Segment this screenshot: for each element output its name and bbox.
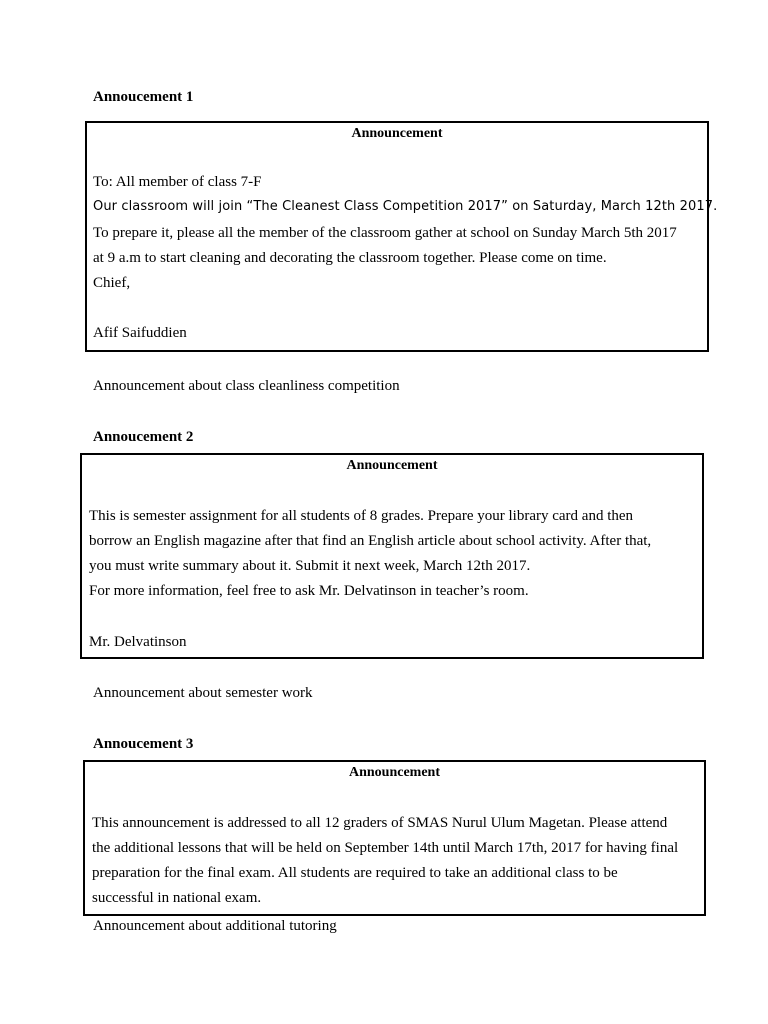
announcement-1-box bbox=[85, 121, 718, 352]
announcement-3-title: Announcement bbox=[348, 765, 440, 780]
announcement-3-line: the additional lessons that will be held on September 14th until March 17th, 2017 for having final bbox=[92, 840, 679, 856]
announcement-2-heading: Annoucement 2 bbox=[93, 429, 194, 445]
announcement-3-box bbox=[83, 760, 706, 916]
announcement-3-line: This announcement is addressed to all 12 graders of SMAS Nurul Ulum Magetan. Please attend bbox=[92, 815, 668, 831]
announcement-1-line: To: All member of class 7-F bbox=[93, 174, 262, 190]
announcement-1-line: Our classroom will join “The Cleanest Class Competition 2017” on Saturday, March 12th 2017. bbox=[93, 199, 718, 214]
announcement-1-line: at 9 a.m to start cleaning and decorating the classroom together. Please come on time. bbox=[93, 250, 607, 266]
announcement-1-caption: Announcement about class cleanliness competition bbox=[93, 378, 400, 394]
announcement-2-line: you must write summary about it. Submit it next week, March 12th 2017. bbox=[89, 558, 531, 574]
announcement-2-box bbox=[80, 453, 704, 659]
announcement-2-title: Announcement bbox=[346, 458, 438, 473]
announcement-3-line: preparation for the final exam. All students are required to take an additional class to be bbox=[92, 865, 618, 881]
announcement-2-line: For more information, feel free to ask Mr. Delvatinson in teacher’s room. bbox=[89, 583, 529, 599]
announcement-3-heading: Annoucement 3 bbox=[93, 736, 194, 752]
announcement-2-line: This is semester assignment for all students of 8 grades. Prepare your library card and then bbox=[89, 508, 634, 524]
announcement-2-caption: Announcement about semester work bbox=[93, 685, 313, 701]
announcement-2-line: borrow an English magazine after that find an English article about school activity. After that, bbox=[89, 533, 652, 549]
announcement-3-line: successful in national exam. bbox=[92, 890, 262, 906]
announcement-1-line: To prepare it, please all the member of the classroom gather at school on Sunday March 5th 2017 bbox=[93, 225, 677, 241]
announcement-1-heading: Annoucement 1 bbox=[93, 89, 194, 105]
announcement-1-signature: Afif Saifuddien bbox=[93, 325, 187, 341]
announcement-1-title: Announcement bbox=[351, 126, 443, 141]
announcement-2-signature: Mr. Delvatinson bbox=[89, 634, 187, 650]
announcement-3-caption: Announcement about additional tutoring bbox=[93, 918, 337, 934]
announcement-1-line: Chief, bbox=[93, 275, 131, 291]
